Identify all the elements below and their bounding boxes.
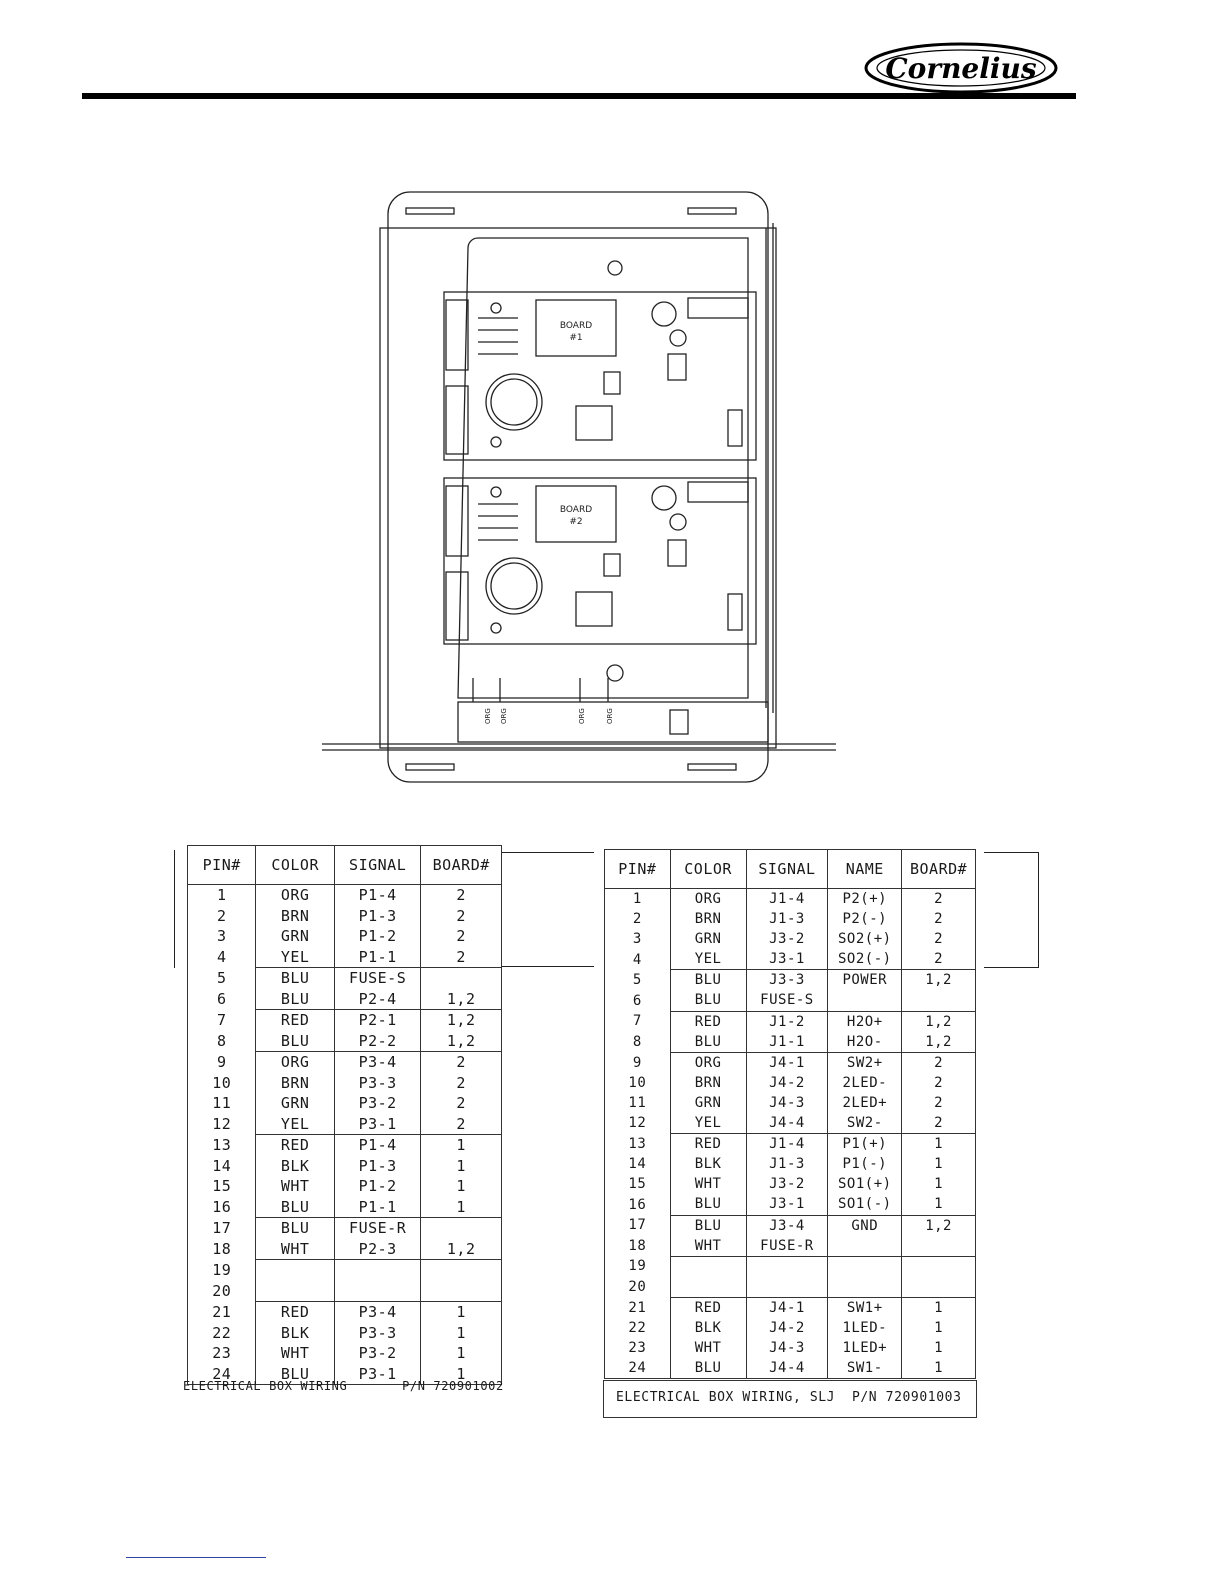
table1-bracket-left [174, 850, 181, 968]
table-cell: J4-4 [746, 1113, 828, 1134]
table-cell: 1 [421, 1364, 502, 1385]
table-cell [334, 1260, 420, 1281]
table-cell: P3-3 [334, 1323, 420, 1344]
table2-caption: ELECTRICAL BOX WIRING, SLJ P/N 720901003 [616, 1390, 962, 1405]
table-cell: YEL [670, 949, 746, 970]
table-row [188, 968, 502, 989]
table-cell: P2-3 [334, 1239, 420, 1260]
table-cell: 2 [902, 1073, 976, 1093]
table-cell: BRN [256, 906, 334, 927]
table1-bracket-bottom [502, 966, 594, 967]
table-cell: BRN [670, 909, 746, 929]
table-cell: J1-4 [746, 889, 828, 910]
table-row [188, 1073, 502, 1094]
table-row [605, 1277, 976, 1298]
table-cell [902, 1256, 976, 1277]
pin-cell: 22 [188, 1323, 256, 1344]
table-cell: RED [256, 1302, 334, 1323]
table-cell: 1,2 [902, 970, 976, 991]
pin-cell: 9 [188, 1052, 256, 1073]
table-cell: FUSE-R [746, 1236, 828, 1257]
table-row [605, 970, 976, 991]
table-cell: RED [256, 1010, 334, 1031]
table-row [605, 1032, 976, 1053]
table-cell: BLU [256, 968, 334, 989]
table-cell: J3-3 [746, 970, 828, 991]
table-cell: 1LED- [828, 1318, 902, 1338]
table-row [188, 1281, 502, 1302]
table-cell: 1,2 [421, 989, 502, 1010]
table-cell: BLU [256, 1031, 334, 1052]
table-cell: 1 [902, 1358, 976, 1379]
table-row [605, 1297, 976, 1318]
table-cell: J4-3 [746, 1338, 828, 1358]
pin-cell: 19 [605, 1256, 671, 1277]
table-cell: ORG [670, 1052, 746, 1073]
table-cell: YEL [256, 1114, 334, 1135]
table-cell: 2LED- [828, 1073, 902, 1093]
table-cell: BRN [670, 1073, 746, 1093]
table-cell: WHT [670, 1338, 746, 1358]
table-cell: J3-1 [746, 1194, 828, 1215]
pin-cell: 6 [605, 990, 671, 1011]
pin-cell: 20 [605, 1277, 671, 1298]
table-cell: J1-3 [746, 909, 828, 929]
table-cell: 1 [421, 1176, 502, 1197]
table-cell: 2 [902, 1093, 976, 1113]
table-cell: BLU [670, 990, 746, 1011]
col-header-color: COLOR [670, 850, 746, 889]
table-cell: SO1(+) [828, 1174, 902, 1194]
table-row [188, 989, 502, 1010]
table2-bracket [984, 852, 1039, 968]
table-cell: P1-3 [334, 906, 420, 927]
table-cell: BLK [670, 1154, 746, 1174]
table-cell: J3-4 [746, 1215, 828, 1236]
table-cell: P2-2 [334, 1031, 420, 1052]
table-cell: WHT [256, 1239, 334, 1260]
table-cell: BLU [670, 1194, 746, 1215]
table-cell [902, 990, 976, 1011]
col-header-pin: PIN# [188, 846, 256, 885]
header-rule [82, 93, 1076, 99]
table-cell: P1-1 [334, 947, 420, 968]
table-cell: 1 [902, 1338, 976, 1358]
table-cell: POWER [828, 970, 902, 991]
col-header-pin: PIN# [605, 850, 671, 889]
pin-cell: 16 [188, 1197, 256, 1218]
table-cell: P3-2 [334, 1343, 420, 1364]
table-row [188, 1093, 502, 1114]
pin-cell: 12 [188, 1114, 256, 1135]
table-row [605, 1093, 976, 1113]
table-row [188, 947, 502, 968]
board1-number: #1 [569, 333, 583, 343]
table-cell: P3-1 [334, 1114, 420, 1135]
table-cell: SW2- [828, 1113, 902, 1134]
table-cell: ORG [670, 889, 746, 910]
table-cell: P2-4 [334, 989, 420, 1010]
table-cell: P2(+) [828, 889, 902, 910]
table-row [188, 1302, 502, 1323]
table-cell [256, 1260, 334, 1281]
footer-link-rule [126, 1557, 266, 1558]
table-cell: 2 [421, 906, 502, 927]
col-header-board: BOARD# [421, 846, 502, 885]
pin-cell: 1 [605, 889, 671, 910]
wire-label-1: ORG [484, 708, 492, 724]
table-cell [421, 968, 502, 989]
table-cell: BLU [256, 989, 334, 1010]
table-row [605, 1052, 976, 1073]
table-cell: H2O+ [828, 1011, 902, 1032]
table-cell: BLK [256, 1156, 334, 1177]
pin-cell: 13 [188, 1135, 256, 1156]
table-cell: 1,2 [421, 1031, 502, 1052]
table-cell: J4-1 [746, 1297, 828, 1318]
table-cell: 1 [902, 1194, 976, 1215]
table-cell: P1-4 [334, 885, 420, 906]
table-row [188, 1114, 502, 1135]
table-cell: 2 [902, 949, 976, 970]
electrical-box-diagram [318, 188, 838, 788]
table1-caption: ELECTRICAL BOX WIRING P/N 720901002 [183, 1379, 504, 1393]
pin-cell: 17 [188, 1218, 256, 1239]
table-cell: 1 [902, 1154, 976, 1174]
table-cell: 2 [902, 889, 976, 910]
table-cell: 1 [421, 1323, 502, 1344]
table-cell [828, 1256, 902, 1277]
board1-label: BOARD [559, 321, 593, 331]
table-cell: P2(-) [828, 909, 902, 929]
table-cell [828, 1277, 902, 1298]
table-cell: SO2(-) [828, 949, 902, 970]
table-cell: P3-3 [334, 1073, 420, 1094]
pin-cell: 12 [605, 1113, 671, 1134]
table-cell: J1-4 [746, 1134, 828, 1155]
table-cell: BLU [670, 1215, 746, 1236]
pin-cell: 3 [188, 926, 256, 947]
table-cell: P3-1 [334, 1364, 420, 1385]
table-cell: 2 [421, 1093, 502, 1114]
col-header-signal: SIGNAL [746, 850, 828, 889]
board2-label: BOARD [559, 505, 593, 515]
table-cell: H2O- [828, 1032, 902, 1053]
table-cell: P1(-) [828, 1154, 902, 1174]
table-cell: 2LED+ [828, 1093, 902, 1113]
pin-cell: 21 [605, 1297, 671, 1318]
table-cell: J4-2 [746, 1073, 828, 1093]
table-cell: J3-2 [746, 929, 828, 949]
table-cell: J4-1 [746, 1052, 828, 1073]
pin-cell: 8 [605, 1032, 671, 1053]
table-cell: BRN [256, 1073, 334, 1094]
table-cell: FUSE-S [746, 990, 828, 1011]
table-row [605, 1154, 976, 1174]
table-cell: J4-4 [746, 1358, 828, 1379]
table-row [188, 906, 502, 927]
table-cell: ORG [256, 1052, 334, 1073]
pin-cell: 14 [605, 1154, 671, 1174]
table-cell: GRN [256, 1093, 334, 1114]
table-row [605, 889, 976, 910]
table-cell: 1 [421, 1302, 502, 1323]
table-cell: 1 [902, 1174, 976, 1194]
pin-cell: 1 [188, 885, 256, 906]
pin-cell: 15 [188, 1176, 256, 1197]
table-cell: 2 [421, 1052, 502, 1073]
table-cell: 2 [902, 909, 976, 929]
table-cell: 1 [421, 1343, 502, 1364]
table-cell: SW1- [828, 1358, 902, 1379]
table-row [188, 1052, 502, 1073]
table-row [188, 885, 502, 906]
table-cell: BLU [256, 1197, 334, 1218]
pin-cell: 16 [605, 1194, 671, 1215]
table-row [605, 990, 976, 1011]
board2-number: #2 [569, 517, 583, 527]
table-cell: 2 [421, 1114, 502, 1135]
pin-cell: 14 [188, 1156, 256, 1177]
pin-cell: 15 [605, 1174, 671, 1194]
table-cell [828, 1236, 902, 1257]
table-row [605, 1073, 976, 1093]
table-cell: YEL [670, 1113, 746, 1134]
table-cell: SO2(+) [828, 929, 902, 949]
table-row [188, 1323, 502, 1344]
table-row [605, 1215, 976, 1236]
table-cell: RED [670, 1011, 746, 1032]
table-cell: J4-2 [746, 1318, 828, 1338]
table1-body [188, 885, 502, 1385]
table-cell: P1-3 [334, 1156, 420, 1177]
pin-cell: 18 [188, 1239, 256, 1260]
pin-cell: 24 [605, 1358, 671, 1379]
table-cell: J1-2 [746, 1011, 828, 1032]
table-cell: BLK [670, 1318, 746, 1338]
table-cell: RED [256, 1135, 334, 1156]
pin-cell: 13 [605, 1134, 671, 1155]
table-cell: P3-4 [334, 1052, 420, 1073]
table-cell [746, 1277, 828, 1298]
pin-cell: 18 [605, 1236, 671, 1257]
pin-cell: 2 [605, 909, 671, 929]
table-row [605, 1174, 976, 1194]
table-cell [421, 1281, 502, 1302]
table-cell: WHT [256, 1343, 334, 1364]
table2-caption-box [603, 1380, 977, 1418]
table-row [188, 1218, 502, 1239]
col-header-name: NAME [828, 850, 902, 889]
pin-cell: 23 [188, 1343, 256, 1364]
table-row [605, 929, 976, 949]
table-row [605, 1113, 976, 1134]
table-cell: J1-1 [746, 1032, 828, 1053]
table-cell [670, 1256, 746, 1277]
table-row [605, 1318, 976, 1338]
table-cell: 2 [902, 1113, 976, 1134]
table-cell: WHT [670, 1236, 746, 1257]
table-row [605, 949, 976, 970]
table-cell: P3-4 [334, 1302, 420, 1323]
pin-cell: 4 [188, 947, 256, 968]
table-cell: J1-3 [746, 1154, 828, 1174]
table-row [605, 909, 976, 929]
table-cell: 2 [421, 926, 502, 947]
table-cell: GND [828, 1215, 902, 1236]
table-row [605, 1134, 976, 1155]
table-cell: 2 [421, 1073, 502, 1094]
table-cell: YEL [256, 947, 334, 968]
table-cell: BLU [670, 1358, 746, 1379]
table-cell: BLK [256, 1323, 334, 1344]
table-cell: WHT [670, 1174, 746, 1194]
col-header-signal: SIGNAL [334, 846, 420, 885]
col-header-board: BOARD# [902, 850, 976, 889]
pin-cell: 22 [605, 1318, 671, 1338]
table-cell: BLU [256, 1364, 334, 1385]
table-cell: 1,2 [902, 1011, 976, 1032]
table-row [188, 1239, 502, 1260]
table-cell: GRN [256, 926, 334, 947]
table-cell: 1,2 [902, 1215, 976, 1236]
pin-cell: 23 [605, 1338, 671, 1358]
table-cell: P2-1 [334, 1010, 420, 1031]
table-cell [828, 990, 902, 1011]
table-cell: 1 [421, 1135, 502, 1156]
pin-cell: 2 [188, 906, 256, 927]
pin-cell: 5 [605, 970, 671, 991]
table-cell: J4-3 [746, 1093, 828, 1113]
table-cell: GRN [670, 929, 746, 949]
table-row [188, 1031, 502, 1052]
cornelius-logo [862, 38, 1060, 98]
pin-cell: 8 [188, 1031, 256, 1052]
table-row [605, 1256, 976, 1277]
table-row [188, 1260, 502, 1281]
table-cell: FUSE-S [334, 968, 420, 989]
table-row [605, 1011, 976, 1032]
pin-cell: 11 [188, 1093, 256, 1114]
table-row [188, 1197, 502, 1218]
pin-cell: 4 [605, 949, 671, 970]
table-cell: 1 [421, 1197, 502, 1218]
table-cell: BLU [670, 970, 746, 991]
table-cell: SW1+ [828, 1297, 902, 1318]
table-cell: 1LED+ [828, 1338, 902, 1358]
pin-cell: 21 [188, 1302, 256, 1323]
table-cell: P1-2 [334, 1176, 420, 1197]
wire-label-3: ORG [578, 708, 586, 724]
logo-text: Cornelius [885, 52, 1037, 85]
pin-cell: 7 [605, 1011, 671, 1032]
pin-cell: 9 [605, 1052, 671, 1073]
pin-cell: 10 [605, 1073, 671, 1093]
table-cell: SO1(-) [828, 1194, 902, 1215]
table-cell: 2 [421, 885, 502, 906]
pin-cell: 11 [605, 1093, 671, 1113]
table-cell: 1 [421, 1156, 502, 1177]
table-cell: P1(+) [828, 1134, 902, 1155]
col-header-color: COLOR [256, 846, 334, 885]
table-cell [256, 1281, 334, 1302]
pin-cell: 24 [188, 1364, 256, 1385]
table-cell: P1-2 [334, 926, 420, 947]
table-cell: 1 [902, 1297, 976, 1318]
table-cell: BLU [256, 1218, 334, 1239]
table-cell: P1-4 [334, 1135, 420, 1156]
table-cell: BLU [670, 1032, 746, 1053]
table-cell [746, 1256, 828, 1277]
pin-cell: 20 [188, 1281, 256, 1302]
table-cell: P1-1 [334, 1197, 420, 1218]
table-cell: 1,2 [902, 1032, 976, 1053]
pin-cell: 3 [605, 929, 671, 949]
pin-cell: 19 [188, 1260, 256, 1281]
table-cell: WHT [256, 1176, 334, 1197]
table-cell [670, 1277, 746, 1298]
table-cell: ORG [256, 885, 334, 906]
table-cell: 2 [902, 1052, 976, 1073]
table-cell: 1 [902, 1134, 976, 1155]
pin-cell: 10 [188, 1073, 256, 1094]
table-row [188, 1135, 502, 1156]
table-cell [421, 1260, 502, 1281]
table1-bracket-top [502, 852, 594, 853]
table-cell [902, 1236, 976, 1257]
table-row [605, 1194, 976, 1215]
pin-cell: 17 [605, 1215, 671, 1236]
table-row [188, 1176, 502, 1197]
wire-label-2: ORG [500, 708, 508, 724]
table-cell: RED [670, 1297, 746, 1318]
table-row [605, 1338, 976, 1358]
table-row [605, 1358, 976, 1379]
pin-cell: 6 [188, 989, 256, 1010]
table-cell: J3-1 [746, 949, 828, 970]
pin-cell: 7 [188, 1010, 256, 1031]
table-cell: GRN [670, 1093, 746, 1113]
table-row [188, 1010, 502, 1031]
pin-cell: 5 [188, 968, 256, 989]
table-cell: P3-2 [334, 1093, 420, 1114]
wiring-table-720901002 [187, 845, 502, 1385]
table-row [188, 1156, 502, 1177]
wire-label-4: ORG [606, 708, 614, 724]
table-cell [334, 1281, 420, 1302]
table-cell: 1,2 [421, 1010, 502, 1031]
table-cell [902, 1277, 976, 1298]
wiring-table-720901003 [604, 849, 976, 1379]
table-row [605, 1236, 976, 1257]
table-cell [421, 1218, 502, 1239]
table-row [188, 926, 502, 947]
table-cell: 1,2 [421, 1239, 502, 1260]
table-cell: 1 [902, 1318, 976, 1338]
table-row [188, 1343, 502, 1364]
table-cell: FUSE-R [334, 1218, 420, 1239]
table-cell: 2 [902, 929, 976, 949]
table-cell: 2 [421, 947, 502, 968]
table2-body [605, 889, 976, 1379]
table-cell: J3-2 [746, 1174, 828, 1194]
table-cell: RED [670, 1134, 746, 1155]
table-cell: SW2+ [828, 1052, 902, 1073]
